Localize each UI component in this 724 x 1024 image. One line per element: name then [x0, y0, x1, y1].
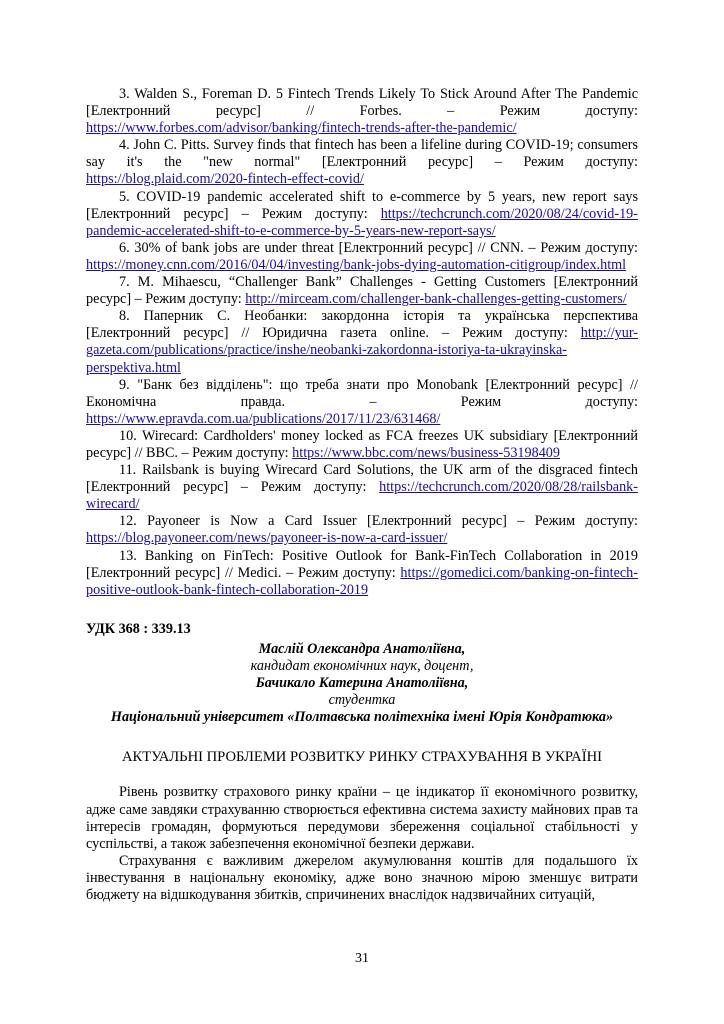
reference-list: [86, 86, 638, 599]
author-name: Бачикало Катерина Анатоліївна,: [255, 675, 469, 692]
reference-link[interactable]: https://blog.payoneer.com/news/payoneer-is-now-a-card-issuer/: [86, 530, 448, 547]
reference-text: 10. Wirecard: Cardholders' money locked as FCA freezes UK subsidiary [Електронний ресурс] // BBC. – Режим доступу:: [86, 427, 638, 461]
reference-text: 6. 30% of bank jobs are under threat [Електронний ресурс] // CNN. – Режим доступу:: [119, 239, 638, 256]
reference-text: 4. John C. Pitts. Survey finds that fintech has been a lifeline during COVID-19; consumers say it's the "new normal" [Електронний ресурс] – Режим доступу:: [86, 137, 638, 171]
body-paragraph: Страхування є важливим джерелом акумулювання коштів для подальшого їх інвестування в національну економіку, адже воно значною мірою зменшує витрати бюджету на відшкодування збитків, спричинених внаслідок надзвичайних ситуацій,: [86, 852, 638, 904]
reference-link[interactable]: https://gomedici.com/banking-on-fintech-positive-outlook-bank-fintech-collaboration-2019: [86, 564, 638, 598]
article-title: АКТУАЛЬНІ ПРОБЛЕМИ РОЗВИТКУ РИНКУ СТРАХУВАННЯ В УКРАЇНІ: [122, 749, 602, 766]
author-role: студентка: [328, 692, 396, 709]
reference-text: 11. Railsbank is buying Wirecard Card Solutions, the UK arm of the disgraced fintech [Електронний ресурс] – Режим доступу:: [86, 462, 638, 496]
organization: Національний університет «Полтавська політехніка імені Юрія Кондратюка»: [110, 709, 614, 726]
reference-item: [86, 274, 638, 308]
udk-code: УДК 368 : 339.13: [86, 620, 191, 637]
reference-item: [86, 308, 638, 376]
author-block: [86, 641, 638, 726]
reference-link[interactable]: https://money.cnn.com/2016/04/04/investing/bank-jobs-dying-automation-citigroup/index.html: [86, 256, 627, 273]
page-number: 31: [355, 951, 369, 966]
reference-item: [86, 428, 638, 462]
reference-item: [86, 137, 638, 188]
reference-link[interactable]: https://blog.plaid.com/2020-fintech-effect-covid/: [86, 171, 364, 188]
reference-item: [86, 548, 638, 599]
reference-text: 3. Walden S., Foreman D. 5 Fintech Trends Likely To Stick Around After The Pandemic [Електронний ресурс] // Forbes. – Режим доступу:: [86, 86, 638, 120]
reference-link[interactable]: https://techcrunch.com/2020/08/28/railsbank-wirecard/: [86, 479, 638, 513]
reference-item: [86, 86, 638, 137]
reference-text: 5. COVID-19 pandemic accelerated shift to e-commerce by 5 years, new report says [Електронний ресурс] – Режим доступу:: [86, 188, 638, 222]
author-name: Маслій Олександра Анатоліївна,: [258, 640, 466, 657]
reference-link[interactable]: https://www.forbes.com/advisor/banking/fintech-trends-after-the-pandemic/: [86, 120, 517, 137]
reference-item: [86, 240, 638, 274]
reference-item: [86, 189, 638, 240]
reference-text: 12. Payoneer is Now a Card Issuer [Електронний ресурс] – Режим доступу:: [119, 513, 638, 530]
reference-link[interactable]: https://techcrunch.com/2020/08/24/covid-19-pandemic-accelerated-shift-to-e-commerce-by-5-years-new-report-says/: [86, 205, 638, 239]
reference-text: 13. Banking on FinTech: Positive Outlook for Bank-FinTech Collaboration in 2019 [Електронний ресурс] // Medici. – Режим доступу:: [86, 547, 638, 581]
reference-item: [86, 462, 638, 513]
reference-link[interactable]: http://yur-gazeta.com/publications/practice/inshe/neobanki-zakordonna-istoriya-ta-ukrayinska-perspektiva.html: [86, 325, 638, 376]
document-page: [86, 86, 638, 904]
reference-text: 8. Паперник С. Необанки: закордонна історія та українська перспектива [Електронний ресурс] // Юридична газета online. – Режим доступу:: [86, 308, 638, 342]
reference-link[interactable]: https://www.bbc.com/news/business-53198409: [292, 444, 560, 461]
reference-item: [86, 377, 638, 428]
reference-item: [86, 513, 638, 547]
body-paragraph: Рівень розвитку страхового ринку країни – це індикатор її економічного розвитку, адже саме завдяки страхуванню створюється ефективна система захисту майнових прав та інтересів громадян, формуються передумови збереження соціальної стабільності у суспільстві, а також забезпечення економічної безпеки держави.: [86, 784, 638, 852]
author-role: кандидат економічних наук, доцент,: [250, 658, 474, 674]
reference-link[interactable]: http://mirceam.com/challenger-bank-challenges-getting-customers/: [245, 291, 627, 308]
reference-text: 9. "Банк без відділень": що треба знати про Monobank [Електронний ресурс] // Економічна правда. – Режим доступу:: [86, 376, 638, 410]
reference-link[interactable]: https://www.epravda.com.ua/publications/2017/11/23/631468/: [86, 410, 441, 427]
reference-text: 7. M. Mihaescu, “Challenger Bank” Challenges - Getting Customers [Електронний ресурс] – Режим доступу:: [86, 274, 638, 308]
